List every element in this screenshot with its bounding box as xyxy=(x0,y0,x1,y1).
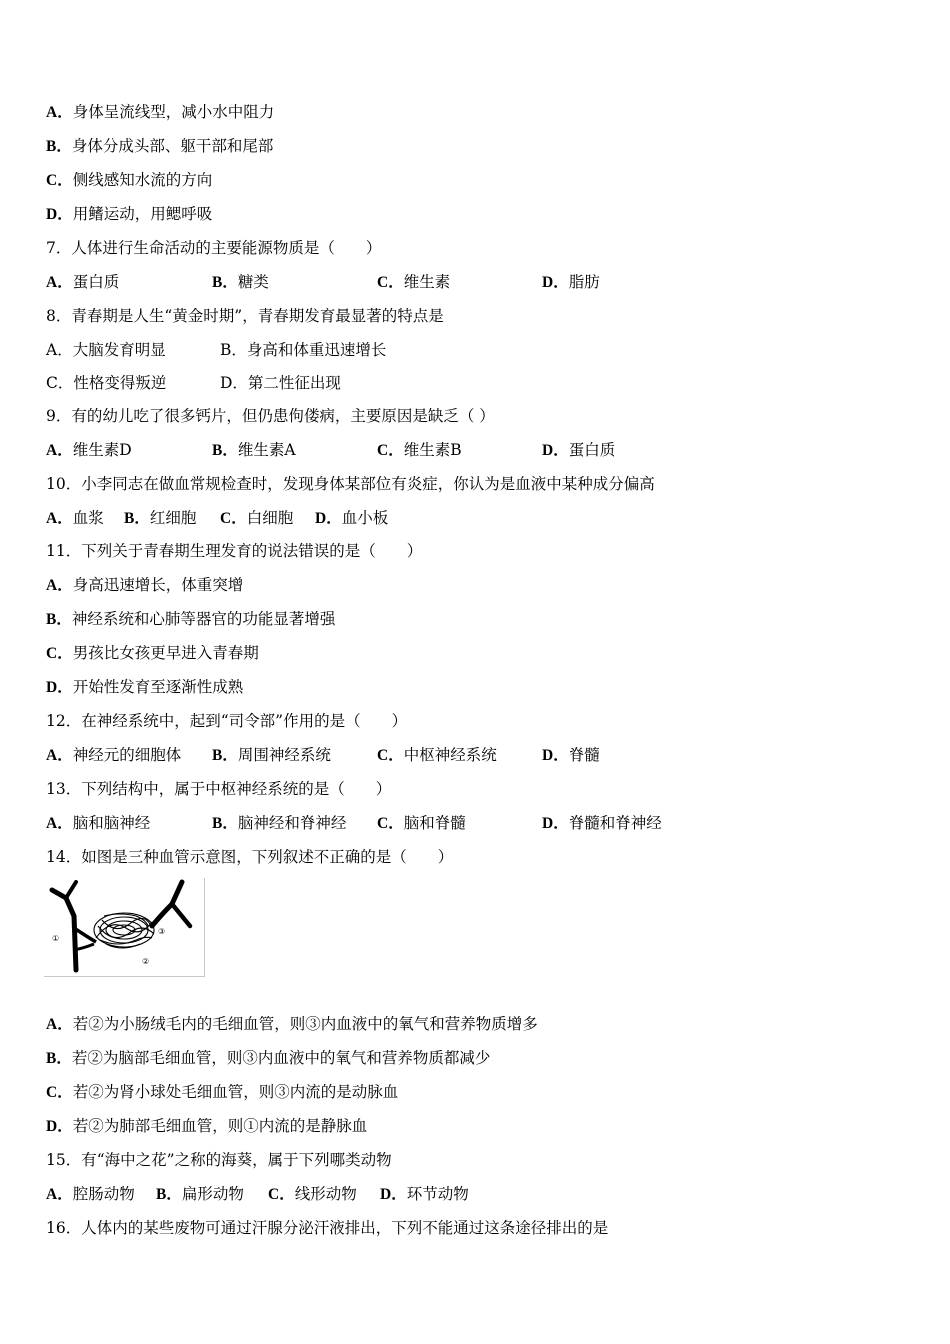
q15-stem: 15．有“海中之花”之称的海葵，属于下列哪类动物 xyxy=(46,1151,392,1169)
q15-option-d: D．环节动物 xyxy=(380,1185,469,1203)
q12-stem: 12．在神经系统中，起到“司令部”作用的是（ ） xyxy=(46,712,408,730)
q8-option-a: A．大脑发育明显 xyxy=(46,341,166,359)
capillary-network xyxy=(94,913,154,948)
vessel-3-trunk xyxy=(152,882,182,926)
q8-option-d: D．第二性征出现 xyxy=(220,374,341,392)
vessel-1-branch xyxy=(66,882,76,898)
q13-stem: 13．下列结构中，属于中枢神经系统的是（ ） xyxy=(46,780,392,798)
q9-stem: 9．有的幼儿吃了很多钙片，但仍患佝偻病，主要原因是缺乏（ ） xyxy=(46,407,495,425)
q13-option-d: D．脊髓和脊神经 xyxy=(542,814,662,832)
label-2: ② xyxy=(142,957,150,966)
q11-option-b: B．神经系统和心肺等器官的功能显著增强 xyxy=(46,610,336,628)
q13-option-a: A．脑和脑神经 xyxy=(46,814,151,832)
vessel-3-branch xyxy=(172,904,190,926)
q10-option-d: D．血小板 xyxy=(315,509,389,527)
q13-option-b: B．脑神经和脊神经 xyxy=(212,814,347,832)
q14-option-c: C．若②为肾小球处毛细血管，则③内流的是动脉血 xyxy=(46,1083,399,1101)
q13-option-c: C．脑和脊髓 xyxy=(377,814,466,832)
q15-option-c: C．线形动物 xyxy=(268,1185,357,1203)
q7-option-a: A．蛋白质 xyxy=(46,273,120,291)
q8-option-c: C．性格变得叛逆 xyxy=(46,374,167,392)
q9-option-d: D．蛋白质 xyxy=(542,441,616,459)
label-3: ③ xyxy=(158,927,166,936)
q6-option-a: A．身体呈流线型，减小水中阻力 xyxy=(46,103,275,121)
q9-option-b: B．维生素A xyxy=(212,441,296,459)
q6-option-c: C．侧线感知水流的方向 xyxy=(46,171,213,189)
q10-option-a: A．血浆 xyxy=(46,509,104,527)
q14-option-a: A．若②为小肠绒毛内的毛细血管，则③内血液中的氧气和营养物质增多 xyxy=(46,1015,538,1033)
q9-option-c: C．维生素B xyxy=(377,441,462,459)
vessel-1-trunk xyxy=(52,890,76,970)
q14-option-b: B．若②为脑部毛细血管，则③内血液中的氧气和营养物质都减少 xyxy=(46,1049,491,1067)
q6-option-d: D．用鳍运动，用鳃呼吸 xyxy=(46,205,213,223)
q11-option-d: D．开始性发育至逐渐性成熟 xyxy=(46,678,244,696)
q10-option-c: C．白细胞 xyxy=(220,509,294,527)
q16-stem: 16．人体内的某些废物可通过汗腺分泌汗液排出，下列不能通过这条途径排出的是 xyxy=(46,1219,609,1237)
blood-vessel-diagram xyxy=(44,878,205,977)
q15-option-b: B．扁形动物 xyxy=(156,1185,244,1203)
q11-option-c: C．男孩比女孩更早进入青春期 xyxy=(46,644,259,662)
q7-option-d: D．脂肪 xyxy=(542,273,600,291)
blood-vessel-svg xyxy=(44,878,204,976)
q11-stem: 11．下列关于青春期生理发育的说法错误的是（ ） xyxy=(46,542,423,560)
q7-option-b: B．糖类 xyxy=(212,273,269,291)
q12-option-a: A．神经元的细胞体 xyxy=(46,746,182,764)
q9-option-a: A．维生素D xyxy=(46,441,132,459)
q7-stem: 7．人体进行生命活动的主要能源物质是（ ） xyxy=(46,239,382,257)
q7-option-c: C．维生素 xyxy=(377,273,451,291)
q14-option-d: D．若②为肺部毛细血管，则①内流的是静脉血 xyxy=(46,1117,368,1135)
q10-stem: 10．小李同志在做血常规检查时，发现身体某部位有炎症，你认为是血液中某种成分偏高 xyxy=(46,475,655,493)
q12-option-b: B．周围神经系统 xyxy=(212,746,331,764)
q12-option-d: D．脊髓 xyxy=(542,746,600,764)
q8-stem: 8．青春期是人生“黄金时期”，青春期发育最显著的特点是 xyxy=(46,307,444,325)
label-1: ① xyxy=(52,934,60,943)
q11-option-a: A．身高迅速增长，体重突增 xyxy=(46,576,244,594)
q14-stem: 14．如图是三种血管示意图，下列叙述不正确的是（ ） xyxy=(46,848,454,866)
q12-option-c: C．中枢神经系统 xyxy=(377,746,497,764)
q8-option-b: B．身高和体重迅速增长 xyxy=(220,341,387,359)
q10-option-b: B．红细胞 xyxy=(124,509,197,527)
q6-option-b: B．身体分成头部、躯干部和尾部 xyxy=(46,137,274,155)
q15-option-a: A．腔肠动物 xyxy=(46,1185,135,1203)
